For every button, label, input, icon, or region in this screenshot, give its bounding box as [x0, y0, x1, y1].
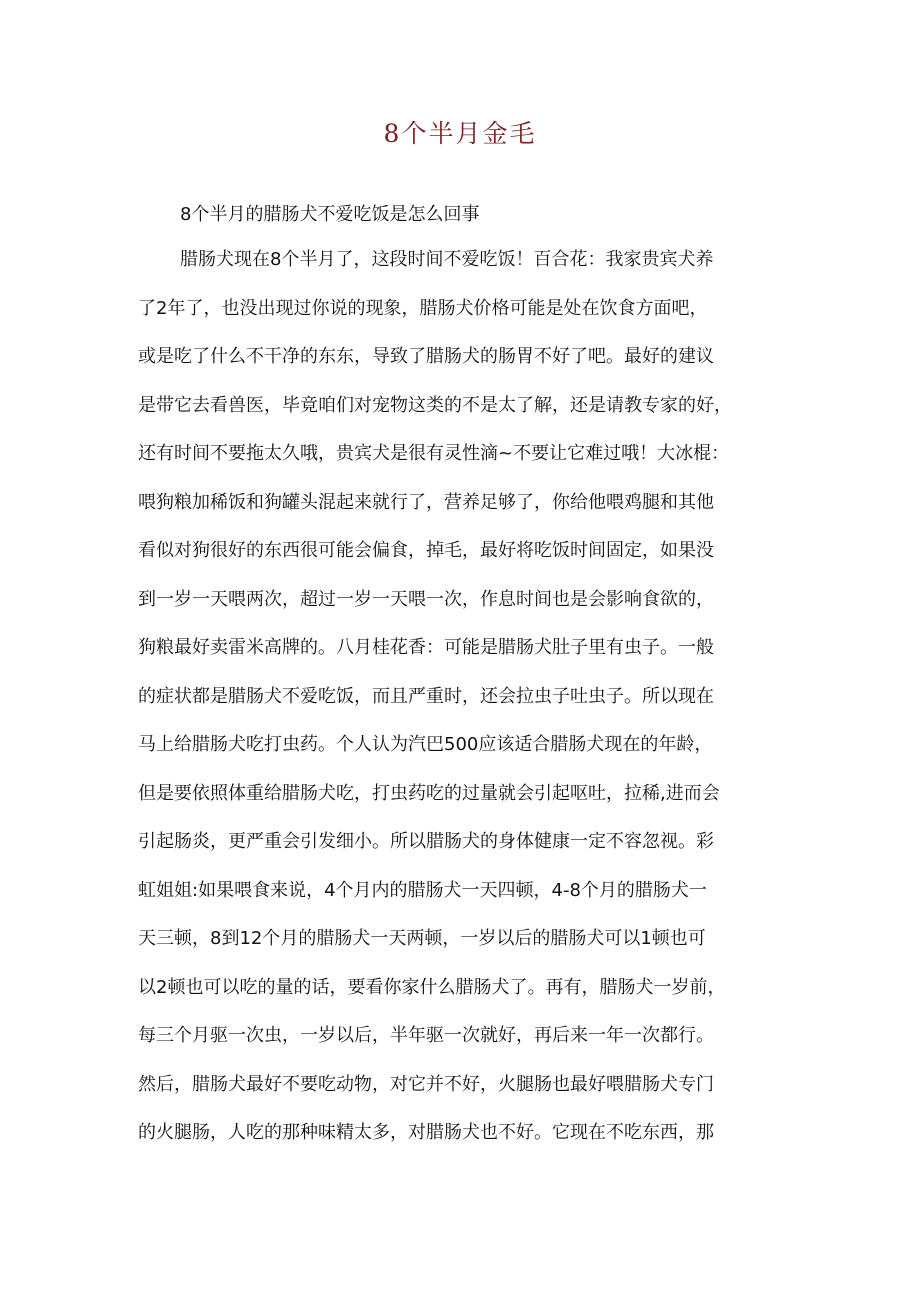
body-line: 还有时间不要拖太久哦，贵宾犬是很有灵性滴~不要让它难过哦！大冰棍：	[138, 443, 730, 464]
body-line: 马上给腊肠犬吃打虫药。个人认为汽巴500应该适合腊肠犬现在的年龄，	[138, 734, 713, 755]
body-line: 或是吃了什么不干净的东东，导致了腊肠犬的肠胃不好了吧。最好的建议	[138, 346, 714, 367]
body-line: 虹姐姐:如果喂食来说，4个月内的腊肠犬一天四顿，4-8个月的腊肠犬一	[138, 879, 707, 901]
body-line: 狗粮最好卖雷米高牌的。八月桂花香：可能是腊肠犬肚子里有虫子。一般	[138, 637, 714, 658]
body-line: 看似对狗很好的东西很可能会偏食，掉毛，最好将吃饭时间固定，如果没	[138, 540, 714, 561]
body-line: 的火腿肠，人吃的那种味精太多，对腊肠犬也不好。它现在不吃东西，那	[138, 1122, 714, 1143]
body-line: 了2年了，也没出现过你说的现象，腊肠犬价格可能是处在饮食方面吧，	[138, 297, 708, 319]
body-line: 喂狗粮加稀饭和狗罐头混起来就行了，营养足够了，你给他喂鸡腿和其他	[138, 491, 714, 513]
body-line: 天三顿，8到12个月的腊肠犬一天两顿，一岁以后的腊肠犬可以1顿也可	[138, 928, 706, 949]
article-body	[138, 245, 798, 1167]
body-line: 以2顿也可以吃的量的话，要看你家什么腊肠犬了。再有，腊肠犬一岁前，	[138, 976, 726, 998]
body-line: 腊肠犬现在8个半月了，这段时间不爱吃饭！百合花：我家贵宾犬养	[180, 249, 714, 270]
body-line: 是带它去看兽医，毕竟咱们对宠物这类的不是太了解，还是请教专家的好，	[138, 394, 732, 416]
body-line: 但是要依照体重给腊肠犬吃，打虫药吃的过量就会引起呕吐，拉稀,进而会	[138, 782, 720, 804]
body-line: 到一岁一天喂两次，超过一岁一天喂一次，作息时间也是会影响食欲的，	[138, 588, 714, 610]
article-subtitle: 8个半月的腊肠犬不爱吃饭是怎么回事	[180, 204, 480, 225]
page-title: 8个半月金毛	[383, 119, 537, 148]
body-line: 每三个月驱一次虫，一岁以后，半年驱一次就好，再后来一年一次都行。	[138, 1025, 714, 1046]
body-line: 然后，腊肠犬最好不要吃动物，对它并不好，火腿肠也最好喂腊肠犬专门	[138, 1073, 714, 1095]
body-line: 引起肠炎，更严重会引发细小。所以腊肠犬的身体健康一定不容忽视。彩	[138, 831, 714, 852]
body-line: 的症状都是腊肠犬不爱吃饭，而且严重时，还会拉虫子吐虫子。所以现在	[138, 685, 714, 707]
